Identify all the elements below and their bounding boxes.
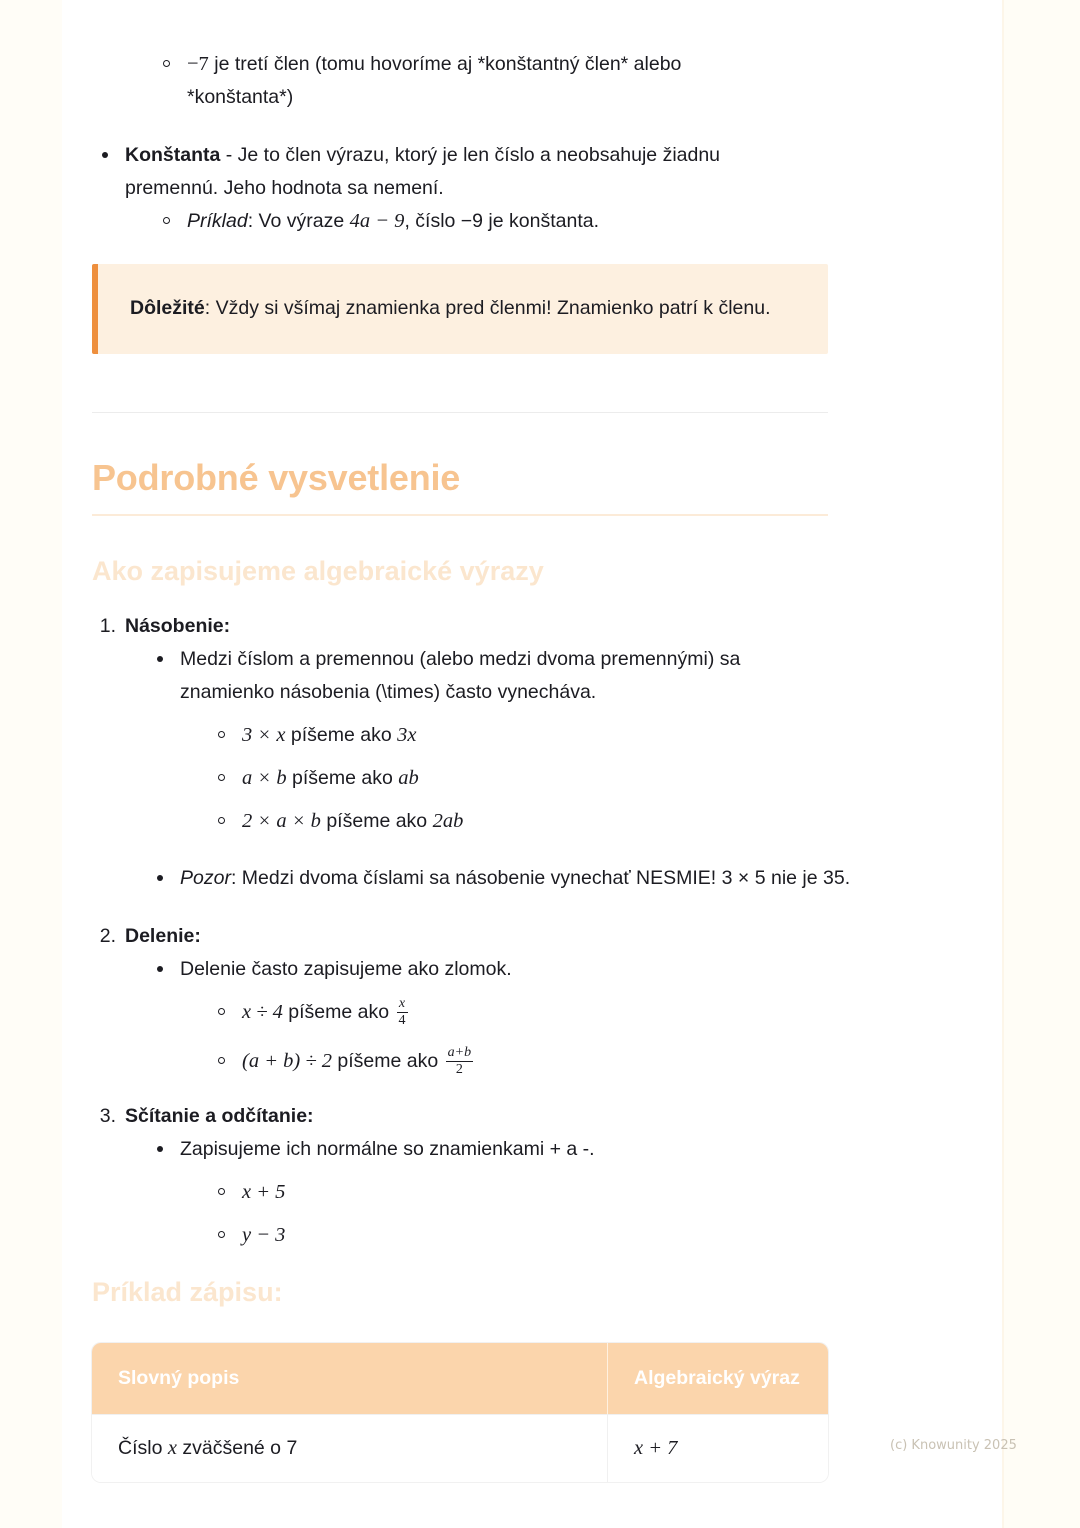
hollow-bullet-icon xyxy=(218,1008,225,1015)
sublist xyxy=(125,1133,828,1252)
hollow-bullet-icon xyxy=(163,217,170,224)
konstanta-section xyxy=(92,139,828,238)
math-left: 3 × x xyxy=(242,724,286,746)
filled-bullet-icon xyxy=(157,966,163,972)
fraction-denominator: 4 xyxy=(398,1013,406,1029)
list-item xyxy=(147,862,864,895)
right-margin-band xyxy=(1004,0,1080,1528)
list-item-text: píšeme ako xyxy=(332,1050,444,1072)
pozor-label: Pozor xyxy=(180,867,231,889)
cell-text-before: Číslo xyxy=(118,1437,168,1459)
sublist xyxy=(125,953,828,1078)
term-math-value: −7 xyxy=(187,53,209,75)
numbered-item xyxy=(92,610,851,895)
copyright-watermark: (c) Knowunity 2025 xyxy=(890,1438,1017,1453)
list-item xyxy=(209,805,820,838)
cell-text-after: zväčšené o 7 xyxy=(176,1437,298,1459)
example-table xyxy=(92,1343,828,1482)
continued-list-section xyxy=(92,48,828,114)
fraction-numerator: a+b xyxy=(446,1046,473,1063)
table-header-description: Slovný popis xyxy=(92,1343,608,1414)
table-header-row xyxy=(92,1343,828,1414)
table-row xyxy=(92,1414,828,1482)
list-item-text: Zapisujeme ich normálne so znamienkami + a -. xyxy=(180,1138,595,1160)
fraction xyxy=(446,1046,473,1078)
section-heading-example: Príklad zápisu: xyxy=(92,1277,283,1307)
priklad-text-after: , číslo −9 je konštanta. xyxy=(404,210,600,232)
numbered-item-title: Sčítanie a odčítanie: xyxy=(125,1105,314,1127)
hollow-bullet-icon xyxy=(218,1057,225,1064)
numbered-item xyxy=(92,920,828,1078)
priklad-text-before: : Vo výraze xyxy=(247,210,350,232)
list-item xyxy=(209,1176,820,1209)
continued-list xyxy=(92,48,828,114)
math-expression: x + 5 xyxy=(242,1181,286,1203)
priklad-label: Príklad xyxy=(187,210,248,232)
hollow-bullet-icon xyxy=(218,1231,225,1238)
math-expression: y − 3 xyxy=(242,1224,286,1246)
konstanta-label: Konštanta xyxy=(125,144,221,166)
numbered-item xyxy=(92,1100,828,1252)
filled-bullet-icon xyxy=(157,875,163,881)
filled-bullet-icon xyxy=(102,152,108,158)
filled-bullet-icon xyxy=(157,1146,163,1152)
konstanta-text: - Je to člen výrazu, ktorý je len číslo a neobsahuje žiadnu premennú. Jeho hodnota sa nemení. xyxy=(125,144,721,199)
fraction-denominator: 2 xyxy=(455,1062,463,1078)
cell-math-expression: x + 7 xyxy=(634,1437,678,1459)
callout-text: : Vždy si všímaj znamienka pred členmi! Znamienko patrí k členu. xyxy=(204,297,771,319)
list-item xyxy=(154,48,787,114)
sub-sublist xyxy=(180,996,820,1078)
pozor-text: : Medzi dvoma číslami sa násobenie vynechať NESMIE! 3 × 5 nie je 35. xyxy=(230,867,851,889)
numbered-item-title: Delenie: xyxy=(125,925,201,947)
math-left: x ÷ 4 xyxy=(242,1001,283,1023)
sublist xyxy=(125,643,851,895)
list-item xyxy=(209,762,820,795)
math-left: (a + b) ÷ 2 xyxy=(242,1050,332,1072)
notation-list xyxy=(92,610,851,1252)
priklad-math: 4a − 9 xyxy=(349,210,405,232)
list-item xyxy=(209,719,820,752)
list-item-text: píšeme ako xyxy=(286,767,399,789)
math-left: a × b xyxy=(242,767,287,789)
table-cell-description xyxy=(92,1414,608,1482)
list-number: 3. xyxy=(99,1105,116,1127)
list-item xyxy=(209,996,820,1029)
list-item-text: je tretí člen (tomu hovoríme aj *konštantný člen* alebo *konštanta*) xyxy=(187,53,682,108)
hollow-bullet-icon xyxy=(218,1188,225,1195)
sub-sublist xyxy=(180,1176,820,1252)
list-item-text: Medzi číslom a premennou (alebo medzi dvoma premennými) sa znamienko násobenia (\times) často vynecháva. xyxy=(180,648,741,703)
table-cell-expression xyxy=(608,1414,828,1482)
math-right: ab xyxy=(398,767,419,789)
list-number: 2. xyxy=(99,925,116,947)
cell-math: x xyxy=(167,1437,177,1459)
hollow-bullet-icon xyxy=(218,774,225,781)
list-item xyxy=(147,643,820,838)
math-left: 2 × a × b xyxy=(242,810,321,832)
list-number: 1. xyxy=(99,615,116,637)
numbered-item-title: Násobenie: xyxy=(125,615,231,637)
list-item-text: píšeme ako xyxy=(282,1001,395,1023)
list-item-text: píšeme ako xyxy=(285,724,398,746)
konstanta-list xyxy=(92,139,828,238)
page-title: Podrobné vysvetlenie xyxy=(92,457,461,498)
section-divider xyxy=(92,412,828,413)
konstanta-sublist xyxy=(125,205,815,238)
list-item xyxy=(147,1133,820,1252)
table-header xyxy=(92,1343,828,1414)
callout-label: Dôležité xyxy=(130,297,205,319)
important-callout xyxy=(92,264,828,354)
math-right: 3x xyxy=(397,724,417,746)
section-heading-notation: Ako zapisujeme algebraické výrazy xyxy=(92,556,544,586)
list-item xyxy=(92,139,815,238)
list-item xyxy=(209,1219,820,1252)
hollow-bullet-icon xyxy=(163,60,170,67)
list-item-text: Delenie často zapisujeme ako zlomok. xyxy=(180,958,512,980)
hollow-bullet-icon xyxy=(218,817,225,824)
list-item xyxy=(147,953,820,1078)
table-body xyxy=(92,1414,828,1482)
left-margin-band xyxy=(0,0,62,1528)
fraction-numerator: x xyxy=(397,997,408,1014)
callout-paragraph xyxy=(130,288,798,328)
title-underline xyxy=(92,514,828,516)
table-header-expression: Algebraický výraz xyxy=(608,1343,828,1414)
sub-sublist xyxy=(180,719,820,838)
hollow-bullet-icon xyxy=(218,731,225,738)
list-item xyxy=(209,1045,820,1078)
list-item xyxy=(154,205,815,238)
list-item-text: píšeme ako xyxy=(320,810,433,832)
math-right: 2ab xyxy=(432,810,464,832)
filled-bullet-icon xyxy=(157,656,163,662)
notation-section xyxy=(92,610,851,1252)
fraction xyxy=(397,997,408,1029)
